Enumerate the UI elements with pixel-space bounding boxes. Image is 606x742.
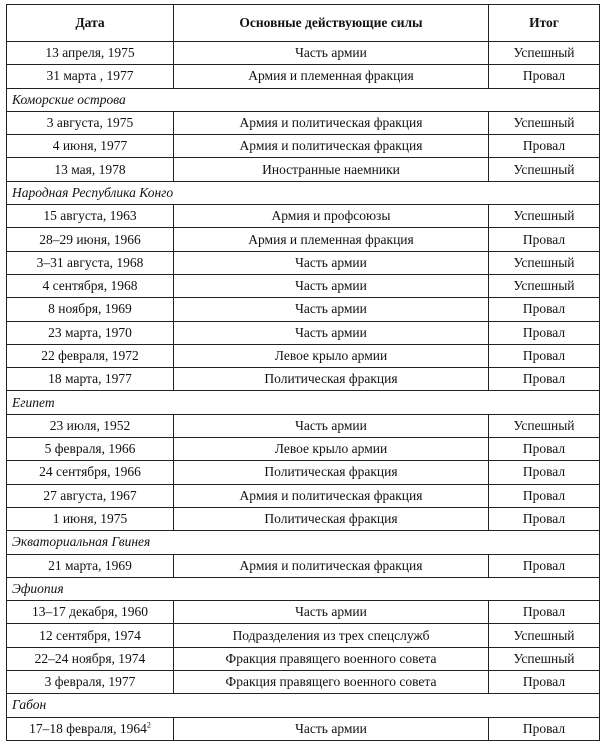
result-cell: Успешный xyxy=(489,274,600,297)
date-text: 23 июля, 1952 xyxy=(49,417,131,433)
date-cell xyxy=(7,298,174,321)
country-name: Коморские острова xyxy=(7,88,600,111)
forces-cell: Часть армии xyxy=(174,298,489,321)
result-cell: Успешный xyxy=(489,647,600,670)
date-text: 12 сентября, 1974 xyxy=(39,627,141,643)
date-text: 13 мая, 1978 xyxy=(54,161,126,177)
forces-cell: Политическая фракция xyxy=(174,368,489,391)
date-cell xyxy=(7,158,174,181)
date-text: 24 сентября, 1966 xyxy=(39,464,141,480)
date-text: 4 сентября, 1968 xyxy=(42,278,138,294)
result-cell: Провал xyxy=(489,344,600,367)
forces-cell: Левое крыло армии xyxy=(174,438,489,461)
date-cell xyxy=(7,414,174,437)
date-cell xyxy=(7,438,174,461)
coups-table xyxy=(6,4,600,741)
country-group-row xyxy=(7,88,600,111)
date-cell xyxy=(7,554,174,577)
table-row xyxy=(7,507,600,530)
forces-cell: Часть армии xyxy=(174,321,489,344)
date-cell xyxy=(7,484,174,507)
date-cell xyxy=(7,65,174,88)
date-text: 28–29 июня, 1966 xyxy=(39,231,141,247)
result-cell: Провал xyxy=(489,601,600,624)
result-cell: Провал xyxy=(489,461,600,484)
result-cell: Успешный xyxy=(489,111,600,134)
country-name: Эфиопия xyxy=(7,577,600,600)
footnote-marker: 2 xyxy=(146,720,151,730)
country-group-row xyxy=(7,694,600,717)
header-result: Итог xyxy=(489,5,600,42)
result-cell: Успешный xyxy=(489,624,600,647)
result-cell: Успешный xyxy=(489,42,600,65)
date-text: 3 августа, 1975 xyxy=(46,115,134,131)
date-text: 13–17 декабря, 1960 xyxy=(32,604,148,620)
country-group-row xyxy=(7,391,600,414)
forces-cell: Армия и племенная фракция xyxy=(174,228,489,251)
date-text: 4 июня, 1977 xyxy=(52,138,128,154)
date-text: 13 апреля, 1975 xyxy=(45,45,135,61)
result-cell: Провал xyxy=(489,298,600,321)
forces-cell: Армия и политическая фракция xyxy=(174,484,489,507)
table-row xyxy=(7,65,600,88)
forces-cell: Часть армии xyxy=(174,251,489,274)
date-cell xyxy=(7,624,174,647)
date-cell xyxy=(7,274,174,297)
country-group-row xyxy=(7,577,600,600)
date-cell xyxy=(7,601,174,624)
forces-cell: Левое крыло армии xyxy=(174,344,489,367)
forces-cell: Подразделения из трех спецслужб xyxy=(174,624,489,647)
date-text: 1 июня, 1975 xyxy=(52,511,128,527)
result-cell: Успешный xyxy=(489,158,600,181)
result-cell: Провал xyxy=(489,484,600,507)
header-date: Дата xyxy=(7,5,174,42)
table-row xyxy=(7,158,600,181)
forces-cell: Армия и политическая фракция xyxy=(174,135,489,158)
forces-cell: Часть армии xyxy=(174,601,489,624)
table-row xyxy=(7,368,600,391)
table-row xyxy=(7,671,600,694)
result-cell: Провал xyxy=(489,228,600,251)
table-row xyxy=(7,484,600,507)
table-row xyxy=(7,298,600,321)
country-name: Народная Республика Конго xyxy=(7,181,600,204)
table-row xyxy=(7,321,600,344)
table-body xyxy=(7,42,600,741)
result-cell: Провал xyxy=(489,368,600,391)
table-row xyxy=(7,438,600,461)
forces-cell: Часть армии xyxy=(174,274,489,297)
country-group-row xyxy=(7,181,600,204)
date-cell xyxy=(7,111,174,134)
date-cell xyxy=(7,321,174,344)
date-cell xyxy=(7,344,174,367)
table-row xyxy=(7,414,600,437)
table-row xyxy=(7,135,600,158)
date-text: 23 марта, 1970 xyxy=(48,324,132,340)
date-cell xyxy=(7,228,174,251)
date-text: 27 августа, 1967 xyxy=(43,487,137,503)
forces-cell: Фракция правящего военного совета xyxy=(174,647,489,670)
date-cell xyxy=(7,368,174,391)
forces-cell: Политическая фракция xyxy=(174,507,489,530)
forces-cell: Фракция правящего военного совета xyxy=(174,671,489,694)
date-text: 3 февраля, 1977 xyxy=(44,674,136,690)
result-cell: Успешный xyxy=(489,205,600,228)
date-text: 17–18 февраля, 1964 xyxy=(29,720,147,736)
forces-cell: Армия и политическая фракция xyxy=(174,111,489,134)
date-text: 8 ноября, 1969 xyxy=(48,301,132,317)
header-row xyxy=(7,5,600,42)
result-cell: Провал xyxy=(489,507,600,530)
country-group-row xyxy=(7,531,600,554)
date-cell xyxy=(7,717,174,740)
table-row xyxy=(7,42,600,65)
forces-cell: Политическая фракция xyxy=(174,461,489,484)
date-cell xyxy=(7,135,174,158)
forces-cell: Армия и профсоюзы xyxy=(174,205,489,228)
forces-cell: Армия и политическая фракция xyxy=(174,554,489,577)
table-row xyxy=(7,228,600,251)
table-row xyxy=(7,601,600,624)
date-text: 15 августа, 1963 xyxy=(43,208,137,224)
date-cell xyxy=(7,647,174,670)
forces-cell: Часть армии xyxy=(174,414,489,437)
country-name: Габон xyxy=(7,694,600,717)
header-forces: Основные действующие силы xyxy=(174,5,489,42)
table-row xyxy=(7,624,600,647)
result-cell: Провал xyxy=(489,554,600,577)
forces-cell: Часть армии xyxy=(174,42,489,65)
table-row xyxy=(7,554,600,577)
date-cell xyxy=(7,251,174,274)
country-name: Экваториальная Гвинея xyxy=(7,531,600,554)
date-text: 31 марта , 1977 xyxy=(46,68,134,84)
table-row xyxy=(7,205,600,228)
result-cell: Успешный xyxy=(489,251,600,274)
date-text: 22–24 ноября, 1974 xyxy=(34,650,146,666)
date-cell xyxy=(7,461,174,484)
table-row xyxy=(7,274,600,297)
table-row xyxy=(7,461,600,484)
result-cell: Провал xyxy=(489,717,600,740)
date-cell xyxy=(7,205,174,228)
date-cell xyxy=(7,42,174,65)
date-text: 3–31 августа, 1968 xyxy=(36,254,144,270)
table-row xyxy=(7,344,600,367)
forces-cell: Армия и племенная фракция xyxy=(174,65,489,88)
table-row xyxy=(7,251,600,274)
date-text: 18 марта, 1977 xyxy=(48,371,132,387)
date-text: 22 февраля, 1972 xyxy=(41,348,139,363)
date-cell xyxy=(7,671,174,694)
date-text: 5 февраля, 1966 xyxy=(44,441,136,457)
date-text: 21 марта, 1969 xyxy=(48,557,132,573)
result-cell: Провал xyxy=(489,671,600,694)
forces-cell: Часть армии xyxy=(174,717,489,740)
result-cell: Провал xyxy=(489,321,600,344)
result-cell: Успешный xyxy=(489,414,600,437)
date-cell xyxy=(7,507,174,530)
result-cell: Провал xyxy=(489,135,600,158)
table-row xyxy=(7,647,600,670)
result-cell: Провал xyxy=(489,438,600,461)
country-name: Египет xyxy=(7,391,600,414)
result-cell: Провал xyxy=(489,65,600,88)
table-row xyxy=(7,717,600,740)
table-row xyxy=(7,111,600,134)
forces-cell: Иностранные наемники xyxy=(174,158,489,181)
